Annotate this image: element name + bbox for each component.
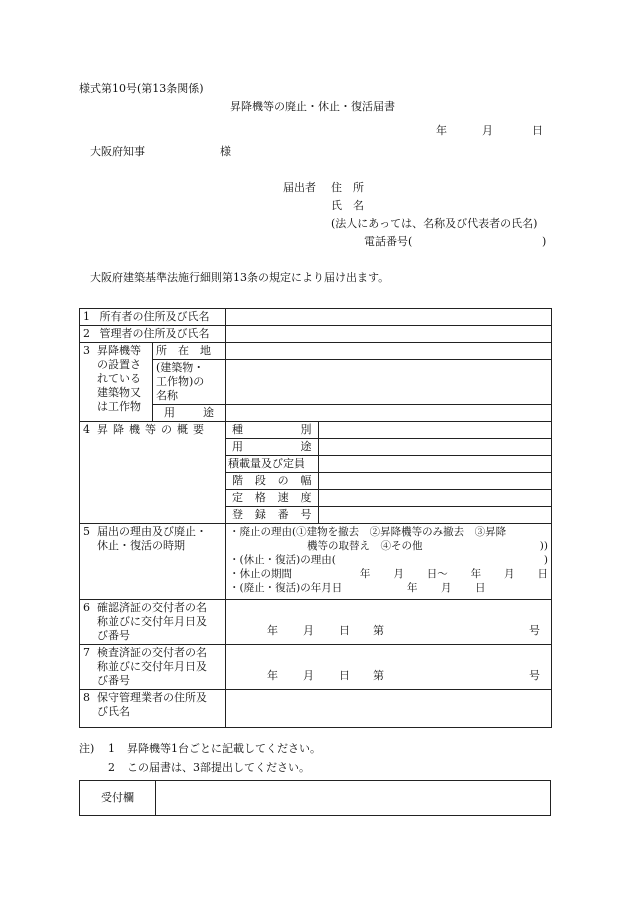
- elevator-overview-label-cell: [80, 422, 226, 524]
- building-use-char: 用: [164, 406, 175, 419]
- building-label-line: れている: [97, 372, 141, 385]
- building-name-label-line: 名称: [156, 389, 178, 402]
- building-name-label-line: 工作物)の: [156, 375, 205, 388]
- overview-item-registration-number: [226, 507, 551, 524]
- period-day: 日: [537, 568, 548, 580]
- abolition-revival-date[interactable]: [229, 581, 548, 595]
- date-year-label: 年: [436, 124, 447, 137]
- owner-label-cell: [80, 309, 226, 326]
- overview-char: 格: [254, 491, 266, 504]
- notifier-address-label: 住 所: [331, 181, 364, 194]
- cert-month: 月: [303, 624, 314, 637]
- note-text: この届書は、3部提出してください。: [127, 761, 310, 774]
- abolition-reason-options-cont[interactable]: 機等の取替え ④その他: [307, 540, 423, 552]
- statement: 大阪府建築基準法施行細則第13条の規定により届け出ます。: [90, 271, 390, 284]
- building-name-label-line: (建築物・: [156, 361, 205, 374]
- period-year: 年: [470, 568, 482, 580]
- overview-item-label: [226, 473, 318, 490]
- maintenance-label-cell: [80, 690, 226, 728]
- owner-value-field[interactable]: [226, 309, 552, 326]
- inspection-value-field[interactable]: [226, 645, 552, 690]
- overview-stair-width-field[interactable]: [318, 473, 551, 490]
- elevator-overview-subtable-cell: [226, 422, 552, 524]
- inspection-label-line: 称並びに交付年月日及: [97, 660, 207, 673]
- row-number: 4: [83, 423, 90, 436]
- reason-value-cell: [226, 524, 552, 600]
- reception-box: [79, 780, 551, 816]
- date-month-label: 月: [482, 124, 493, 137]
- row-number: 5: [83, 525, 90, 538]
- cert-year: 年: [267, 669, 278, 682]
- row-confirmation-certificate: [80, 600, 552, 645]
- overview-char: 途: [300, 440, 312, 453]
- cert-year: 年: [267, 624, 278, 637]
- overview-rated-speed-field[interactable]: [318, 490, 551, 507]
- confirmation-label-cell: [80, 600, 226, 645]
- cert-day: 日: [339, 669, 350, 682]
- notifier-corp-note: (法人にあっては、名称及び代表者の氏名): [331, 217, 538, 230]
- maintenance-label-line: 保守管理業者の住所及: [97, 691, 207, 704]
- building-name-value-field[interactable]: [226, 360, 552, 405]
- overview-char: の: [277, 474, 289, 487]
- row-reason-and-timing: [80, 524, 552, 600]
- notifier-label: 届出者: [283, 181, 316, 194]
- confirmation-label-line: 確認済証の交付者の名: [97, 601, 207, 614]
- abolition-reason-close: )): [539, 540, 548, 552]
- maintenance-label-line: び氏名: [97, 705, 130, 718]
- cert-number-suffix: 号: [529, 624, 540, 637]
- overview-char: 号: [300, 508, 312, 521]
- building-label-cell: [80, 343, 153, 422]
- overview-item-stair-width: [226, 473, 551, 490]
- honorific: 様: [220, 145, 231, 158]
- cert-number-suffix: 号: [529, 669, 540, 682]
- overview-char: 登: [232, 508, 243, 521]
- addressee: 大阪府知事: [90, 145, 145, 158]
- owner-label: 所有者の住所及び氏名: [99, 310, 210, 323]
- note-number: 2: [108, 761, 115, 774]
- overview-use-field[interactable]: [318, 439, 551, 456]
- manager-value-field[interactable]: [226, 326, 552, 343]
- reason-label-line: 休止・復活の時期: [97, 539, 185, 552]
- period-year: 年: [359, 568, 371, 580]
- inspection-label-cell: [80, 645, 226, 690]
- building-label-line: 建築物又: [97, 386, 141, 399]
- overview-item-use: [226, 439, 551, 456]
- maintenance-value-field[interactable]: [226, 690, 552, 728]
- period-month: 月: [393, 568, 404, 580]
- inspection-label-line: び番号: [97, 674, 130, 687]
- building-label-line: は工作物: [97, 400, 141, 413]
- row-maintenance-company: [80, 690, 552, 728]
- overview-char: 録: [254, 508, 266, 521]
- abolition-reason-options[interactable]: ・廃止の理由(①建物を撤去 ②昇降機等のみ撤去 ③昇降: [229, 526, 507, 538]
- notifier-phone-close: ): [542, 235, 547, 248]
- document-title: 昇降機等の廃止・休止・復活届書: [230, 100, 395, 113]
- date-day: 日: [475, 582, 486, 594]
- overview-item-type: [226, 422, 551, 439]
- cert-number-prefix: 第: [373, 624, 384, 637]
- form-number: 様式第10号(第13条関係): [79, 82, 204, 95]
- suspension-revival-reason-close: ): [543, 554, 548, 566]
- overview-item-label: [226, 422, 318, 439]
- reason-label-line: 届出の理由及び廃止・: [97, 525, 207, 538]
- building-use-label-cell: [153, 405, 226, 422]
- overview-capacity-label: 積載量及び定員: [228, 457, 305, 470]
- overview-char: 段: [254, 474, 266, 487]
- elevator-overview-label: 昇降機等の概要: [97, 423, 209, 436]
- building-label-line: の設置さ: [97, 358, 141, 371]
- row-number: 8: [83, 691, 90, 704]
- overview-item-label: [226, 456, 318, 473]
- row-inspection-certificate: [80, 645, 552, 690]
- confirmation-label-line: び番号: [97, 629, 130, 642]
- building-use-value-field[interactable]: [226, 405, 552, 422]
- note-text: 昇降機等1台ごとに記載してください。: [127, 742, 321, 755]
- overview-char: 幅: [300, 474, 312, 487]
- date-month: 月: [441, 582, 452, 594]
- reception-label: 受付欄: [80, 781, 156, 816]
- inspection-label-line: 検査済証の交付者の名: [97, 646, 207, 659]
- cert-day: 日: [339, 624, 350, 637]
- overview-item-label: [226, 507, 318, 524]
- notifier-name-label: 氏 名: [331, 199, 364, 212]
- row-manager: [80, 326, 552, 343]
- abolition-revival-date-label: ・(廃止・復活)の年月日: [229, 582, 343, 594]
- row-number: 1: [83, 310, 90, 323]
- overview-char: 速: [277, 491, 289, 504]
- overview-char: 定: [232, 491, 243, 504]
- suspension-period-label: ・休止の期間: [229, 568, 292, 580]
- notes-prefix: 注): [79, 742, 95, 755]
- building-label-line: 昇降機等: [97, 344, 141, 357]
- suspension-period[interactable]: [229, 567, 548, 581]
- row-number: 6: [83, 601, 90, 614]
- manager-label-cell: [80, 326, 226, 343]
- date-year: 年: [407, 582, 418, 594]
- overview-capacity-field[interactable]: [318, 456, 551, 473]
- period-day-from: 日〜: [426, 568, 448, 580]
- row-building-location: [80, 343, 552, 360]
- overview-char: 階: [232, 474, 243, 487]
- confirmation-label-line: 称並びに交付年月日及: [97, 615, 207, 628]
- reception-field[interactable]: [156, 781, 551, 816]
- overview-char: 種: [232, 423, 243, 436]
- overview-type-field[interactable]: [318, 422, 551, 439]
- overview-item-capacity: [226, 456, 551, 473]
- reason-label-cell: [80, 524, 226, 600]
- overview-char: 度: [300, 491, 312, 504]
- elevator-overview-subtable: [226, 422, 551, 523]
- confirmation-value-field[interactable]: [226, 600, 552, 645]
- overview-char: 番: [277, 508, 289, 521]
- location-value-field[interactable]: [226, 343, 552, 360]
- overview-char: 別: [300, 423, 312, 436]
- overview-char: 用: [232, 440, 243, 453]
- suspension-revival-reason-label: ・(休止・復活)の理由(: [229, 554, 336, 566]
- note-number: 1: [108, 742, 115, 755]
- overview-registration-number-field[interactable]: [318, 507, 551, 524]
- overview-item-label: [226, 439, 318, 456]
- location-label: 所 在 地: [153, 343, 226, 360]
- overview-item-label: [226, 490, 318, 507]
- row-number: 7: [83, 646, 90, 659]
- row-number: 3: [83, 344, 90, 357]
- cert-number-prefix: 第: [373, 669, 384, 682]
- manager-label: 管理者の住所及び氏名: [99, 327, 210, 340]
- period-month: 月: [504, 568, 515, 580]
- row-elevator-overview: [80, 422, 552, 524]
- notifier-phone-label: 電話番号(: [364, 235, 413, 248]
- notification-form-table: [79, 308, 552, 728]
- row-owner: [80, 309, 552, 326]
- row-number: 2: [83, 327, 90, 340]
- building-name-label-cell: [153, 360, 226, 405]
- date-day-label: 日: [532, 124, 543, 137]
- building-use-char: 途: [203, 406, 214, 419]
- cert-month: 月: [303, 669, 314, 682]
- overview-item-rated-speed: [226, 490, 551, 507]
